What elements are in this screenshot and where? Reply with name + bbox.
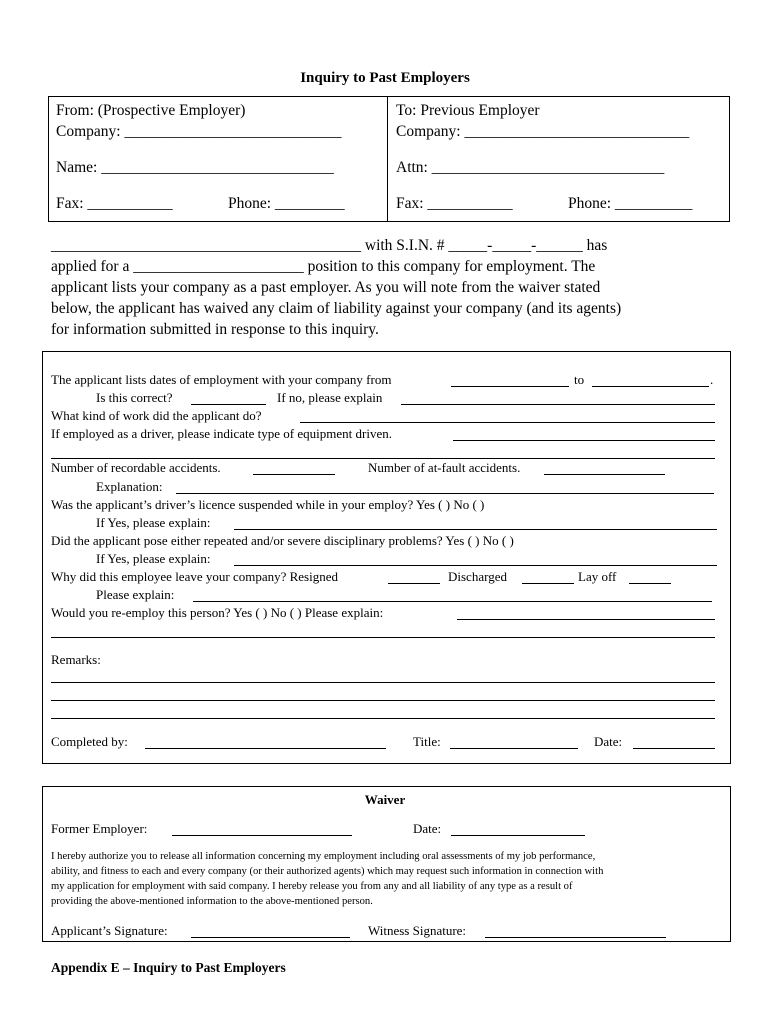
reemploy-explain-field[interactable] <box>457 619 715 620</box>
remarks-line-3[interactable] <box>51 718 715 719</box>
from-phone-field[interactable]: Phone: _________ <box>228 195 345 212</box>
waiver-heading: Waiver <box>364 792 406 807</box>
intro-line-1[interactable]: ________________________________________ with S.I.N. # _____-_____-______ has <box>51 237 608 254</box>
from-fax-field[interactable]: Fax: ___________ <box>56 195 173 212</box>
disciplinary-explain-label: If Yes, please explain: <box>96 551 211 566</box>
to-label: to <box>574 372 585 387</box>
leave-question: Why did this employee leave your company? Resigned <box>51 569 339 584</box>
atfault-field[interactable] <box>544 474 665 475</box>
if-no-label: If no, please explain <box>277 390 383 405</box>
intro-line-3: applicant lists your company as a past employer. As you will note from the waiver stated <box>51 279 601 296</box>
atfault-label: Number of at-fault accidents. <box>368 460 521 475</box>
licence-explain-field[interactable] <box>234 529 717 530</box>
to-fax-field[interactable]: Fax: ___________ <box>396 195 513 212</box>
date-to-field[interactable] <box>592 386 709 387</box>
date-label: Date: <box>594 734 623 749</box>
to-company-field[interactable]: Company: _____________________________ <box>396 123 690 140</box>
date-from-field[interactable] <box>451 386 569 387</box>
driver-field-line-2[interactable] <box>51 458 715 459</box>
waiver-date-field[interactable] <box>451 835 585 836</box>
witness-signature-field[interactable] <box>485 937 666 938</box>
applicant-signature-label: Applicant’s Signature: <box>51 923 168 938</box>
correct-field[interactable] <box>191 404 266 405</box>
work-field[interactable] <box>300 422 715 423</box>
remarks-label: Remarks: <box>51 652 101 667</box>
witness-signature-label: Witness Signature: <box>368 923 467 938</box>
to-attn-field[interactable]: Attn: ______________________________ <box>396 159 665 176</box>
reemploy-explain-line-2[interactable] <box>51 637 715 638</box>
driver-label: If employed as a driver, please indicate type of equipment driven. <box>51 426 392 441</box>
layoff-label: Lay off <box>578 569 617 584</box>
to-label: To: Previous Employer <box>396 102 540 119</box>
remarks-line-1[interactable] <box>51 682 715 683</box>
licence-question[interactable]: Was the applicant’s driver’s licence suspended while in your employ? Yes ( ) No ( ) <box>51 497 485 512</box>
disciplinary-explain-field[interactable] <box>234 565 717 566</box>
correct-label: Is this correct? <box>96 390 173 405</box>
leave-explain-label: Please explain: <box>96 587 175 602</box>
work-label: What kind of work did the applicant do? <box>51 408 262 423</box>
appendix-footer: Appendix E – Inquiry to Past Employers <box>51 960 286 975</box>
former-employer-label: Former Employer: <box>51 821 148 836</box>
recordable-label: Number of recordable accidents. <box>51 460 221 475</box>
intro-line-4: below, the applicant has waived any claim of liability against your company (and its agents) <box>51 300 622 317</box>
leave-explain-field[interactable] <box>193 601 712 602</box>
from-name-field[interactable]: Name: ______________________________ <box>56 159 334 176</box>
period: . <box>710 372 714 387</box>
completed-by-field[interactable] <box>145 748 386 749</box>
discharged-field[interactable] <box>522 583 574 584</box>
title-field[interactable] <box>450 748 578 749</box>
reemploy-question[interactable]: Would you re-employ this person? Yes ( ) No ( ) Please explain: <box>51 605 384 620</box>
discharged-label: Discharged <box>448 569 507 584</box>
applicant-signature-field[interactable] <box>191 937 350 938</box>
waiver-text-line-3: my application for employment with said company. I hereby release you from any and all liability of any type as a result of <box>51 881 573 892</box>
disciplinary-question[interactable]: Did the applicant pose either repeated and/or severe disciplinary problems? Yes ( ) No ( ) <box>51 533 514 548</box>
recordable-field[interactable] <box>253 474 335 475</box>
remarks-line-2[interactable] <box>51 700 715 701</box>
header-divider <box>387 96 388 222</box>
layoff-field[interactable] <box>629 583 671 584</box>
to-phone-field[interactable]: Phone: __________ <box>568 195 693 212</box>
if-no-field[interactable] <box>401 404 715 405</box>
explanation-label: Explanation: <box>96 479 163 494</box>
waiver-text-line-4: providing the above-mentioned information to the above-mentioned person. <box>51 896 373 907</box>
intro-line-5: for information submitted in response to this inquiry. <box>51 321 379 338</box>
page-title: Inquiry to Past Employers <box>300 70 470 86</box>
title-label: Title: <box>413 734 441 749</box>
former-employer-field[interactable] <box>172 835 352 836</box>
date-field[interactable] <box>633 748 715 749</box>
from-label: From: (Prospective Employer) <box>56 102 246 119</box>
dates-label: The applicant lists dates of employment with your company from <box>51 372 392 387</box>
intro-line-2[interactable]: applied for a ______________________ position to this company for employment. The <box>51 258 596 275</box>
driver-field[interactable] <box>453 440 715 441</box>
waiver-text-line-1: I hereby authorize you to release all information concerning my employment including oral assessments of my job performance, <box>51 851 596 862</box>
waiver-text-line-2: ability, and fitness to each and every company (or their authorized agents) which may request such information in connection with <box>51 866 604 877</box>
resigned-field[interactable] <box>388 583 440 584</box>
waiver-date-label: Date: <box>413 821 442 836</box>
explanation-field[interactable] <box>176 493 714 494</box>
licence-explain-label: If Yes, please explain: <box>96 515 211 530</box>
from-company-field[interactable]: Company: ____________________________ <box>56 123 342 140</box>
completed-by-label: Completed by: <box>51 734 128 749</box>
